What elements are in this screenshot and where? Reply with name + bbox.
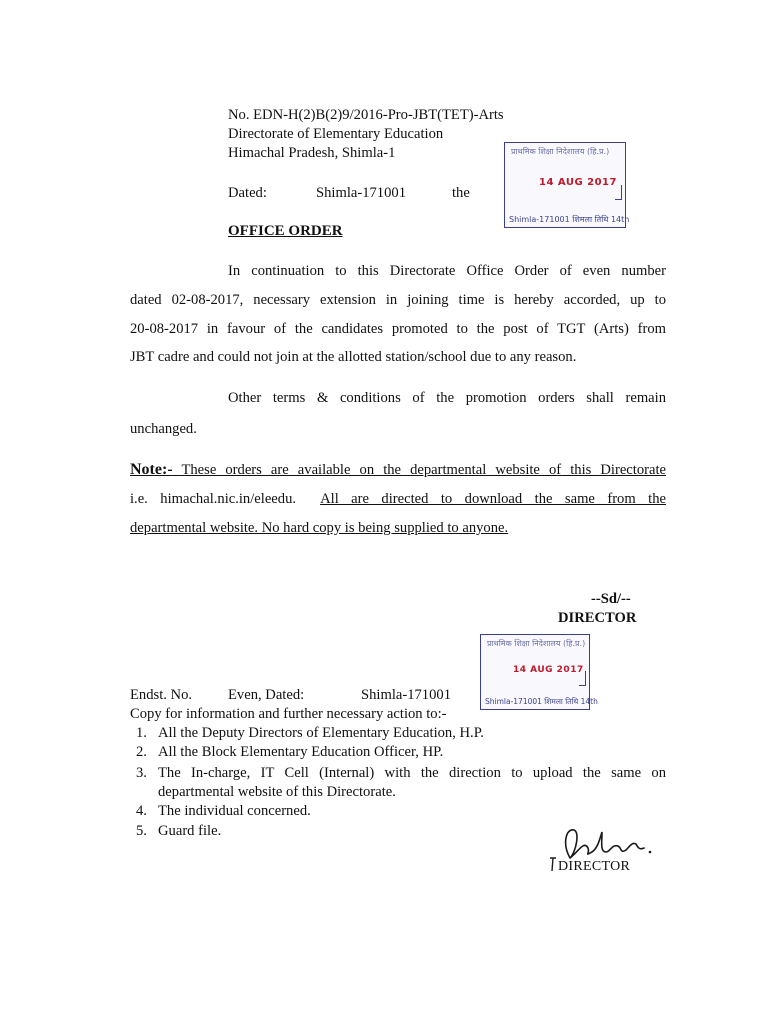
copy-item-number: 1.	[136, 725, 147, 741]
copy-item-continued: departmental website of this Directorate.	[158, 784, 396, 800]
endst-label: Endst. No.	[130, 687, 193, 703]
dated-label: Dated:	[228, 185, 267, 201]
stamp2-date: 14 AUG 2017	[513, 665, 584, 675]
stamp2-footer-text: Shimla-171001 शिमला तिथि 14th	[485, 697, 598, 706]
para1-line1: In continuation to this Directorate Office Order of even number	[228, 263, 666, 279]
copy-item: All the Block Elementary Education Officer, HP.	[158, 744, 444, 760]
reference-number: No. EDN-H(2)B(2)9/2016-Pro-JBT(TET)-Arts	[228, 107, 504, 123]
copy-item-number: 2.	[136, 744, 147, 760]
signature-title: DIRECTOR	[558, 610, 637, 626]
para2-line2: unchanged.	[130, 421, 197, 437]
note-line1	[130, 461, 666, 479]
copy-item-number: 3.	[136, 765, 147, 781]
para2-line1: Other terms & conditions of the promotion orders shall remain	[228, 390, 666, 406]
signature-flourish-icon	[548, 856, 558, 872]
website-url: i.e. himachal.nic.in/eleedu.	[130, 491, 297, 507]
copy-item-number: 5.	[136, 823, 147, 839]
dated-the: the	[452, 185, 470, 201]
signature2-mark	[548, 856, 558, 877]
copy-item: All the Deputy Directors of Elementary Education, H.P.	[158, 725, 484, 741]
endst-place: Shimla-171001	[361, 687, 451, 703]
receipt-stamp-endorsement	[480, 634, 598, 710]
stamp-footer-text: Shimla-171001 शिमला तिथि 14th	[509, 215, 630, 224]
copy-item: The individual concerned.	[158, 803, 311, 819]
copy-item: The In-charge, IT Cell (Internal) with the direction to upload the same on	[158, 765, 666, 781]
stamp-mark-icon	[615, 185, 622, 200]
signature-sd: --Sd/--	[591, 591, 631, 607]
signature2-title: DIRECTOR	[558, 859, 631, 874]
copy-item: Guard file.	[158, 823, 222, 839]
stamp-date: 14 AUG 2017	[539, 177, 617, 188]
stamp2-header-text: प्राथमिक शिक्षा निदेशालय (हि.प्र.)	[487, 639, 586, 648]
copy-instruction: Copy for information and further necessary action to:-	[130, 706, 447, 722]
para1-line3: 20-08-2017 in favour of the candidates promoted to the post of TGT (Arts) from	[130, 321, 666, 337]
note-line3: departmental website. No hard copy is being supplied to anyone.	[130, 520, 509, 536]
receipt-stamp	[504, 142, 630, 228]
stamp-header-text: प्राथमिक शिक्षा निदेशालय (हि.प्र.)	[511, 147, 610, 156]
office-name: Directorate of Elementary Education	[228, 126, 444, 142]
office-address: Himachal Pradesh, Shimla-1	[228, 145, 396, 161]
note-label: Note:-	[130, 461, 173, 478]
para1-line2: dated 02-08-2017, necessary extension in joining time is hereby accorded, up to	[130, 292, 666, 308]
note-line2-rest: All are directed to download the same from the	[320, 491, 666, 507]
copy-item-number: 4.	[136, 803, 147, 819]
note-text: These orders are available on the departmental website of this Directorate	[172, 462, 666, 478]
office-order-title: OFFICE ORDER	[228, 223, 343, 239]
para1-line4: JBT cadre and could not join at the allotted station/school due to any reason.	[130, 349, 577, 365]
dated-place: Shimla-171001	[316, 185, 406, 201]
stamp2-mark-icon	[579, 671, 586, 686]
note-line2	[130, 490, 666, 508]
endst-even-dated: Even, Dated:	[228, 687, 305, 703]
